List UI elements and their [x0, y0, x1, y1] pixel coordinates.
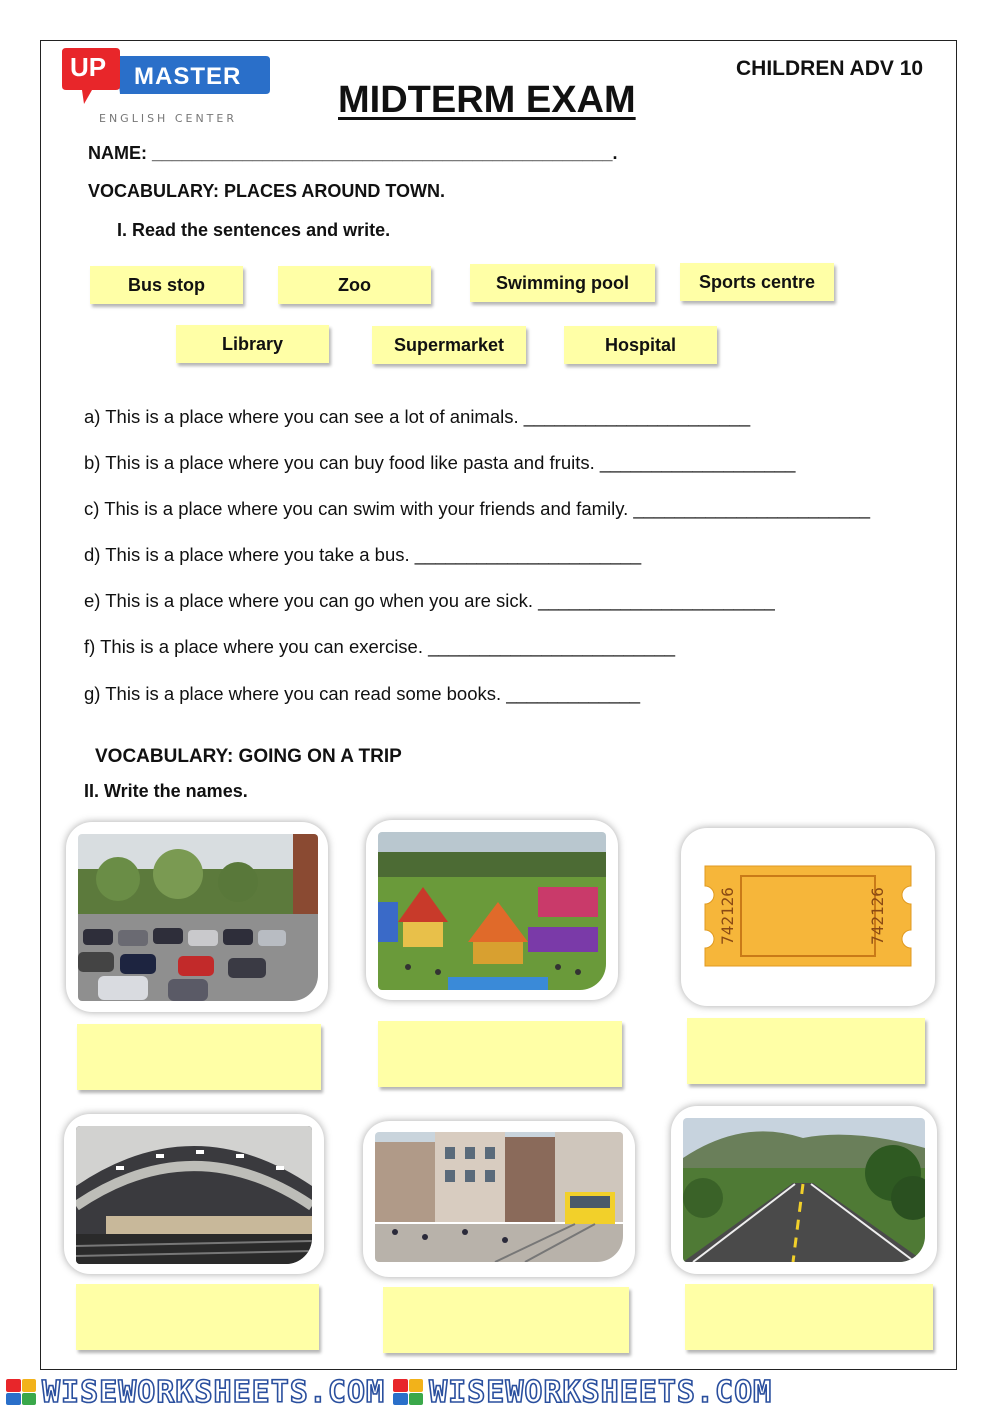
word-chip-bus-stop[interactable]: Bus stop: [90, 266, 243, 304]
answer-box-6[interactable]: [685, 1284, 933, 1350]
ticket-image: [693, 840, 923, 995]
city-street-tram-photo: [375, 1132, 623, 1262]
question-g[interactable]: g) This is a place where you can read some books. _____________: [84, 683, 641, 704]
answer-box-2[interactable]: [378, 1021, 622, 1087]
question-c[interactable]: c) This is a place where you can swim with your friends and family. _______________________: [84, 498, 871, 519]
name-field[interactable]: NAME: ______________________________________________.: [88, 143, 618, 163]
logo-master-text: MASTER: [134, 63, 242, 90]
word-chip-swimming-pool[interactable]: Swimming pool: [470, 264, 655, 302]
section2-heading: VOCABULARY: GOING ON A TRIP: [95, 746, 402, 767]
question-a[interactable]: a) This is a place where you can see a lot of animals. ______________________: [84, 406, 751, 427]
page-title: MIDTERM EXAM: [338, 79, 636, 121]
word-chip-sports-centre[interactable]: Sports centre: [680, 263, 834, 301]
question-e[interactable]: e) This is a place where you can go when you are sick. _______________________: [84, 590, 775, 611]
answer-box-5[interactable]: [383, 1287, 629, 1353]
question-f[interactable]: f) This is a place where you can exercise. ________________________: [84, 636, 676, 657]
section2-instruction: II. Write the names.: [84, 781, 248, 801]
ticket-number-right: 742126: [868, 887, 887, 945]
logo-subtitle: ENGLISH CENTER: [99, 112, 237, 125]
word-chip-supermarket[interactable]: Supermarket: [372, 326, 526, 364]
question-b[interactable]: b) This is a place where you can buy food like pasta and fruits. ___________________: [84, 452, 796, 473]
question-d[interactable]: d) This is a place where you take a bus. ______________________: [84, 544, 642, 565]
answer-box-4[interactable]: [76, 1284, 319, 1350]
word-chip-zoo[interactable]: Zoo: [278, 266, 431, 304]
class-label: CHILDREN ADV 10: [736, 57, 924, 80]
car-park-photo: [78, 834, 318, 1001]
word-chip-hospital[interactable]: Hospital: [564, 326, 717, 364]
word-chip-library[interactable]: Library: [176, 325, 329, 363]
section1-heading: VOCABULARY: PLACES AROUND TOWN.: [88, 181, 445, 201]
subway-station-photo: [76, 1126, 312, 1264]
watermark-footer: [0, 1376, 1000, 1408]
section1-instruction: I. Read the sentences and write.: [117, 220, 391, 240]
watermark-text-1: WISEWORKSHEETS.COM: [42, 1374, 386, 1410]
road-photo: [683, 1118, 925, 1262]
ticket-number-left: 742126: [718, 887, 737, 945]
wiseworksheets-logo-icon: [6, 1379, 36, 1405]
logo-up-text: UP: [70, 52, 107, 82]
funfair-photo: [378, 832, 606, 990]
wiseworksheets-logo-icon: [393, 1379, 423, 1405]
watermark-text-2: WISEWORKSHEETS.COM: [429, 1374, 773, 1410]
answer-box-1[interactable]: [77, 1024, 321, 1090]
answer-box-3[interactable]: [687, 1018, 925, 1084]
